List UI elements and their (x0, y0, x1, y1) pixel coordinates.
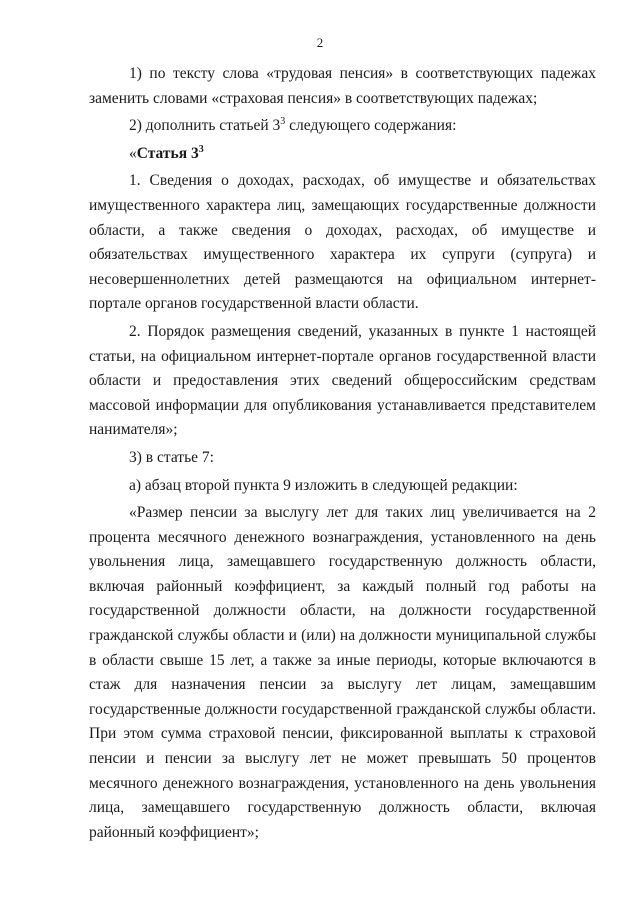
superscript: 3 (198, 143, 204, 155)
document-body (89, 62, 596, 845)
superscript: 3 (280, 116, 286, 128)
article-title: Статья 3 (136, 144, 199, 162)
subparagraph-a: а) абзац второй пункта 9 изложить в следующей редакции: (129, 476, 518, 494)
paragraph-item-2-tail: следующего содержания: (285, 117, 457, 135)
article-clause-2: 2. Порядок размещения сведений, указанных в пункте 1 настоящей статьи, на официальном интернет-портале органов государственной власти области и предоставления этих сведений общероссийским средствам массовой информации для опубликования устанавливается представителем нанимателя»; (89, 322, 596, 439)
article-heading (89, 142, 596, 167)
page-number: 2 (316, 35, 324, 50)
paragraph-item-2 (89, 114, 596, 139)
new-wording-paragraph: «Размер пенсии за выслугу лет для таких лиц увеличивается на 2 процента месячного денежного вознаграждения, установленного на день увольнения лица, замещавшего государственную должность области, включая районный коэффициент, за каждый полный год работы на государственной должности области, на должности государственной гражданской службы области и (или) на должности муниципальной службы в области свыше 15 лет, а также за иные периоды, которые включаются в стаж для назначения пенсии за выслугу лет лицам, замещавшим государственные должности государственной гражданской службы области. При этом сумма страховой пенсии, фиксированной выплаты к страховой пенсии и пенсии за выслугу лет не может превышать 50 процентов месячного денежного вознаграждения, установленного на день увольнения лица, замещавшего государственную должность области, включая районный коэффициент»; (89, 504, 596, 841)
opening-quote: « (129, 144, 137, 162)
paragraph-item-2-text: 2) дополнить статьей 3 (129, 117, 281, 135)
paragraph-item-3: 3) в статье 7: (129, 448, 214, 466)
paragraph-item-1: 1) по тексту слова «трудовая пенсия» в соответствующих падежах заменить словами «страховая пенсия» в соответствующих падежах; (89, 65, 596, 107)
article-clause-1: 1. Сведения о доходах, расходах, об имуществе и обязательствах имущественного характера лиц, замещающих государственные должности области, а также сведения о доходах, расходах, об имуществе и обязательствах имущественного характера их супруги (супруга) и несовершеннолетних детей размещаются на официальном интернет-портале органов государственной власти области. (89, 172, 596, 313)
